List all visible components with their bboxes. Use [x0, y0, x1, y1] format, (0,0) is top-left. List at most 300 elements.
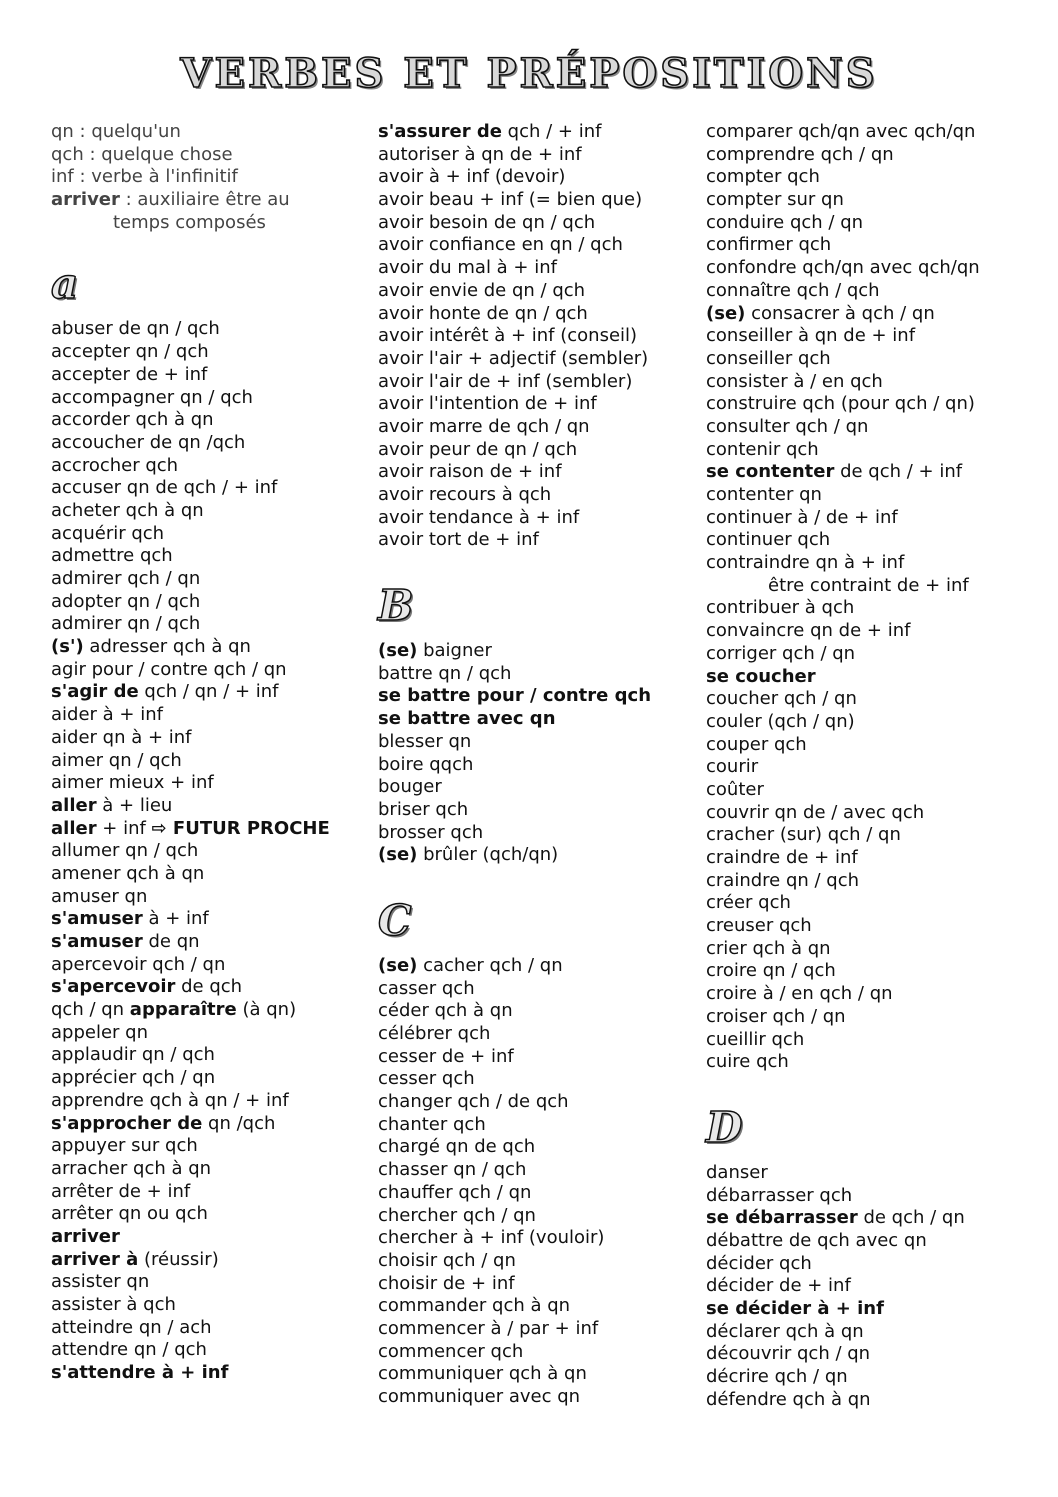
verb-entry: [51, 636, 351, 659]
entry-text-part: contenter qn: [706, 484, 822, 505]
verb-entry: [378, 484, 688, 507]
entry-bold-part: se battre pour / contre qch: [378, 685, 652, 707]
entry-bold-part: arriver: [51, 189, 120, 211]
verb-entry: [378, 708, 688, 731]
entry-text-part: de qn: [142, 931, 200, 952]
entry-text-part: arrêter de + inf: [51, 1180, 191, 1202]
entry-text-part: continuer à / de + inf: [706, 506, 898, 528]
verb-entry: [706, 507, 1036, 530]
verb-entry: [378, 1205, 688, 1228]
entry-text-part: commander qch à qn: [378, 1295, 571, 1317]
entry-text-part: continuer qch: [706, 529, 831, 551]
entry-text-part: avoir honte de qn / qch: [378, 302, 588, 324]
page-title: VERBES ET PRÉPOSITIONS: [180, 50, 878, 97]
entry-text-part: craindre de + inf: [706, 847, 858, 868]
verb-entry: [706, 189, 1036, 212]
verb-entry: [706, 1029, 1036, 1052]
entry-text-part: appeler qn: [51, 1021, 148, 1043]
entry-text-part: appuyer sur qch: [51, 1135, 198, 1157]
section-letter-a: a: [51, 259, 79, 309]
verb-entry: [706, 257, 1036, 280]
verb-entry: [706, 802, 1036, 825]
entry-text-part: débattre de qch avec qn: [706, 1229, 927, 1251]
legend-line: [51, 189, 351, 212]
verb-entry: [378, 393, 688, 416]
entry-text-part: de qch / qn: [857, 1207, 965, 1229]
verb-entry: [706, 1253, 1036, 1276]
entry-text-part: confirmer qch: [706, 234, 832, 256]
entry-text-part: accoucher de qn /qch: [51, 431, 246, 453]
column-1: [51, 121, 351, 1385]
entry-bold-part: se coucher: [706, 665, 816, 687]
entry-text-part: consulter qch / qn: [706, 415, 869, 437]
entry-text-part: blesser qn: [378, 730, 472, 752]
entry-bold-part: (s'): [51, 636, 84, 658]
verb-entry: [706, 847, 1036, 870]
verb-entry: [706, 303, 1036, 326]
entry-bold-part: (se): [706, 302, 746, 324]
entry-text-part: céder qch à qn: [378, 1000, 513, 1022]
verb-entry: [51, 1203, 351, 1226]
verb-entry: [51, 477, 351, 500]
entry-text-part: atteindre qn / ach: [51, 1316, 212, 1338]
verb-entry: [706, 1230, 1036, 1253]
verb-entry: [378, 1159, 688, 1182]
entry-text-part: déclarer qch à qn: [706, 1320, 864, 1342]
entry-text-part: accrocher qch: [51, 454, 179, 476]
entry-bold-part: aller: [51, 817, 97, 839]
verb-entry: [706, 1321, 1036, 1344]
verb-entry: [51, 818, 351, 841]
entry-bold-part: s'apercevoir: [51, 976, 176, 998]
verb-entry: [706, 439, 1036, 462]
legend-line: [51, 144, 351, 167]
entry-text-part: avoir à + inf (devoir): [378, 166, 566, 188]
verb-entry: [51, 931, 351, 954]
verb-entry: [51, 1135, 351, 1158]
verb-entry: [378, 1182, 688, 1205]
entry-text-part: qch : quelque chose: [51, 143, 233, 165]
entry-text-part: accorder qch à qn: [51, 409, 214, 431]
verb-entry: [51, 1317, 351, 1340]
entry-text-part: couvrir qn de / avec qch: [706, 801, 925, 823]
verb-entry: [706, 575, 1036, 598]
entry-text-part: boire qqch: [378, 753, 474, 775]
verb-entry: [378, 1114, 688, 1137]
verb-entry: [51, 727, 351, 750]
verb-entry: [378, 303, 688, 326]
entry-bold-part: s'amuser: [51, 931, 143, 952]
entry-text-part: avoir tendance à + inf: [378, 506, 580, 528]
verb-entry: [378, 731, 688, 754]
entry-text-part: apercevoir qch / qn: [51, 953, 226, 975]
entry-text-part: avoir raison de + inf: [378, 461, 562, 483]
entry-text-part: cueillir qch: [706, 1028, 805, 1050]
verb-entry: [378, 257, 688, 280]
entry-text-part: + inf: [96, 817, 152, 839]
verb-entry: [51, 1113, 351, 1136]
entry-text-part: à + lieu: [96, 794, 173, 816]
verb-entry: [378, 348, 688, 371]
verb-entry: [378, 234, 688, 257]
entry-text-part: cracher (sur) qch / qn: [706, 824, 901, 846]
entry-text-part: chargé qn de qch: [378, 1136, 536, 1158]
verb-entry: [51, 387, 351, 410]
entry-text-part: contribuer à qch: [706, 597, 855, 619]
verb-entry: [706, 529, 1036, 552]
entry-text-part: avoir l'air + adjectif (sembler): [378, 347, 649, 369]
verb-entry: [378, 1318, 688, 1341]
entry-text-part: comprendre qch / qn: [706, 143, 894, 165]
verb-entry: [51, 1226, 351, 1249]
entry-text-part: commencer qch: [378, 1340, 524, 1362]
section-gap: [51, 234, 351, 250]
entry-text-part: conseiller à qn de + inf: [706, 325, 916, 347]
entry-bold-part: aller: [51, 794, 97, 816]
verb-entry: [706, 234, 1036, 257]
entry-text-part: accepter qn / qch: [51, 341, 209, 363]
verb-entry: [706, 824, 1036, 847]
verb-entry: [706, 1343, 1036, 1366]
entry-text-part: aimer qn / qch: [51, 749, 182, 771]
verb-entry: [378, 955, 688, 978]
verb-entry: [378, 1000, 688, 1023]
verb-entry: [51, 318, 351, 341]
verb-entry: [706, 1162, 1036, 1185]
verb-entry: [51, 1271, 351, 1294]
entry-text-part: avoir envie de qn / qch: [378, 279, 586, 301]
entry-text-part: cuire qch: [706, 1051, 789, 1073]
entry-text-part: applaudir qn / qch: [51, 1044, 215, 1066]
verb-entry: [51, 500, 351, 523]
entry-bold-part: se débarrasser: [706, 1207, 858, 1229]
verb-entry: [51, 409, 351, 432]
entry-text-part: avoir du mal à + inf: [378, 257, 557, 279]
entry-text-part: conduire qch / qn: [706, 211, 864, 233]
column-2: [378, 121, 688, 1409]
verb-entry: [51, 863, 351, 886]
entry-bold-part: s'agir de: [51, 681, 139, 703]
entry-text-part: danser: [706, 1161, 768, 1183]
entry-text-part: assister qn: [51, 1271, 150, 1293]
legend-line: [51, 212, 351, 235]
entry-text-part: temps composés: [113, 211, 266, 233]
verb-entry: [51, 432, 351, 455]
entry-text-part: : auxiliaire être au: [119, 189, 290, 211]
verb-entry: [51, 1362, 351, 1385]
verb-entry: [706, 1185, 1036, 1208]
verb-entry: [378, 121, 688, 144]
entry-text-part: connaître qch / qch: [706, 279, 880, 301]
entry-text-part: coucher qch / qn: [706, 688, 857, 710]
entry-text-part: battre qn / qch: [378, 662, 512, 684]
legend-line: [51, 166, 351, 189]
entry-text-part: arrêter qn ou qch: [51, 1203, 208, 1225]
entry-text-part: qn : quelqu'un: [51, 121, 181, 142]
entry-text-part: allumer qn / qch: [51, 840, 199, 862]
verb-entry: [378, 1068, 688, 1091]
verb-entry: [706, 348, 1036, 371]
verb-entry: [378, 280, 688, 303]
verb-entry: [706, 597, 1036, 620]
verb-entry: [706, 416, 1036, 439]
verb-entry: [51, 341, 351, 364]
verb-entry: [706, 960, 1036, 983]
verb-entry: [378, 529, 688, 552]
entry-text-part: aider à + inf: [51, 704, 163, 726]
verb-entry: [706, 1207, 1036, 1230]
entry-text-part: courir: [706, 756, 759, 778]
entry-text-part: crier qch à qn: [706, 937, 831, 959]
verb-entry: [51, 999, 351, 1022]
entry-text-part: attendre qn / qch: [51, 1339, 207, 1361]
entry-text-part: aider qn à + inf: [51, 726, 192, 748]
verb-entry: [706, 711, 1036, 734]
entry-text-part: chanter qch: [378, 1113, 486, 1135]
verb-entry: [378, 1227, 688, 1250]
verb-entry: [378, 1386, 688, 1409]
verb-entry: [706, 688, 1036, 711]
entry-text-part: (réussir): [138, 1248, 219, 1270]
entry-text-part: admirer qch / qn: [51, 568, 201, 589]
entry-text-part: compter sur qn: [706, 189, 844, 211]
entry-text-part: craindre qn / qch: [706, 869, 860, 891]
verb-entry: [378, 189, 688, 212]
verb-entry: [378, 978, 688, 1001]
verb-entry: [378, 439, 688, 462]
verb-entry: [706, 1051, 1036, 1074]
entry-text-part: coûter: [706, 778, 764, 800]
section-gap: [378, 867, 688, 887]
verb-entry: [51, 455, 351, 478]
entry-text-part: avoir l'intention de + inf: [378, 393, 597, 415]
entry-text-part: casser qch: [378, 977, 475, 999]
entry-text-part: creuser qch: [706, 915, 812, 937]
verb-entry: [51, 1249, 351, 1272]
entry-text-part: décider qch: [706, 1252, 812, 1274]
entry-text-part: avoir marre de qch / qn: [378, 415, 590, 437]
entry-text-part: découvrir qch / qn: [706, 1343, 871, 1365]
entry-bold-part: se battre avec qn: [378, 708, 556, 730]
verb-entry: [706, 1275, 1036, 1298]
section-letter-d: D: [706, 1102, 743, 1152]
verb-entry: [706, 280, 1036, 303]
verb-entry: [706, 620, 1036, 643]
section-gap: [378, 552, 688, 572]
verb-entry: [51, 1022, 351, 1045]
verb-entry: [51, 1158, 351, 1181]
entry-bold-part: s'attendre à + inf: [51, 1362, 229, 1384]
entry-text-part: brûler (qch/qn): [417, 844, 559, 866]
entry-text-part: amuser qn: [51, 885, 148, 907]
entry-text-part: couper qch: [706, 733, 807, 755]
verb-entry: [706, 484, 1036, 507]
verb-entry: [51, 908, 351, 931]
entry-text-part: croire à / en qch / qn: [706, 983, 893, 1005]
verb-entry: [51, 591, 351, 614]
verb-entry: [51, 1339, 351, 1362]
entry-text-part: célébrer qch: [378, 1023, 491, 1044]
verb-entry: [51, 840, 351, 863]
entry-text-part: autoriser à qn de + inf: [378, 143, 582, 165]
verb-entry: [51, 976, 351, 999]
verb-entry: [51, 364, 351, 387]
entry-text-part: corriger qch / qn: [706, 642, 856, 664]
entry-text-part: avoir peur de qn / qch: [378, 438, 578, 460]
verb-entry: [51, 704, 351, 727]
entry-text-part: choisir qch / qn: [378, 1249, 516, 1271]
verb-entry: [378, 776, 688, 799]
entry-text-part: construire qch (pour qch / qn): [706, 393, 975, 415]
entry-text-part: chauffer qch / qn: [378, 1181, 532, 1203]
verb-entry: [706, 779, 1036, 802]
verb-entry: [51, 523, 351, 546]
verb-entry: [706, 121, 1036, 144]
verb-entry: [706, 734, 1036, 757]
entry-text-part: commencer à / par + inf: [378, 1317, 599, 1339]
verb-entry: [51, 1294, 351, 1317]
verb-entry: [51, 613, 351, 636]
verb-entry: [706, 393, 1036, 416]
verb-entry: [378, 822, 688, 845]
verb-entry: [51, 954, 351, 977]
verb-entry: [378, 507, 688, 530]
entry-text-part: cesser qch: [378, 1068, 475, 1090]
verb-entry: [51, 659, 351, 682]
entry-text-part: accepter de + inf: [51, 363, 208, 385]
entry-text-part: agir pour / contre qch / qn: [51, 658, 287, 680]
verb-entry: [378, 1023, 688, 1046]
entry-text-part: contenir qch: [706, 438, 819, 460]
entry-text-part: admettre qch: [51, 545, 173, 567]
entry-text-part: briser qch: [378, 798, 469, 820]
verb-entry: [706, 756, 1036, 779]
section-gap: [706, 1074, 1036, 1094]
entry-text-part: cesser de + inf: [378, 1045, 514, 1067]
entry-text-part: acheter qch à qn: [51, 499, 204, 521]
entry-text-part: admirer qn / qch: [51, 613, 201, 635]
verb-entry: [706, 1298, 1036, 1321]
entry-bold-part: (se): [378, 844, 418, 866]
entry-text-part: défendre qch à qn: [706, 1388, 871, 1410]
entry-text-part: acquérir qch: [51, 522, 165, 544]
entry-text-part: baigner: [417, 640, 492, 662]
verb-entry: [51, 886, 351, 909]
entry-text-part: à + inf: [142, 908, 209, 930]
entry-text-part: décrire qch / qn: [706, 1366, 848, 1388]
entry-text-part: conseiller qch: [706, 347, 831, 369]
entry-bold-part: arriver à: [51, 1248, 139, 1270]
section-letter-c: C: [378, 895, 412, 945]
entry-text-part: de qch: [175, 976, 243, 998]
entry-text-part: choisir de + inf: [378, 1272, 515, 1294]
verb-entry: [378, 166, 688, 189]
entry-text-part: inf : verbe à l'infinitif: [51, 166, 238, 188]
entry-text-part: accompagner qn / qch: [51, 386, 253, 408]
entry-text-part: avoir recours à qch: [378, 484, 552, 505]
entry-text-part: communiquer avec qn: [378, 1386, 581, 1407]
entry-text-part: apprendre qch à qn / + inf: [51, 1089, 289, 1111]
entry-text-part: (à qn): [236, 999, 297, 1021]
entry-bold-part: ⇨ FUTUR PROCHE: [151, 817, 330, 839]
section-letter-b: B: [378, 581, 414, 631]
verb-entry: [378, 640, 688, 663]
entry-text-part: amener qch à qn: [51, 862, 205, 884]
verb-entry: [51, 1067, 351, 1090]
entry-text-part: créer qch: [706, 892, 791, 914]
entry-text-part: consacrer à qch / qn: [745, 302, 935, 324]
verb-entry: [706, 325, 1036, 348]
entry-text-part: compter qch: [706, 166, 820, 188]
entry-text-part: de qch / + inf: [834, 461, 963, 483]
verb-entry: [378, 1091, 688, 1114]
verb-entry: [706, 144, 1036, 167]
verb-entry: [51, 568, 351, 591]
entry-text-part: croire qn / qch: [706, 960, 836, 982]
verb-entry: [706, 166, 1036, 189]
verb-entry: [378, 685, 688, 708]
entry-text-part: aimer mieux + inf: [51, 772, 214, 794]
verb-entry: [378, 1295, 688, 1318]
entry-text-part: accuser qn de qch / + inf: [51, 477, 278, 499]
entry-bold-part: s'amuser: [51, 908, 143, 930]
entry-text-part: avoir beau + inf (= bien que): [378, 189, 643, 211]
verb-entry: [378, 1273, 688, 1296]
entry-text-part: apprécier qch / qn: [51, 1067, 216, 1089]
verb-entry: [378, 1250, 688, 1273]
verb-entry: [706, 1389, 1036, 1412]
verb-entry: [378, 461, 688, 484]
entry-text-part: adopter qn / qch: [51, 590, 201, 612]
verb-entry: [706, 643, 1036, 666]
verb-entry: [51, 1090, 351, 1113]
verb-entry: [378, 416, 688, 439]
entry-text-part: comparer qch/qn avec qch/qn: [706, 121, 976, 142]
entry-bold-part: s'assurer de: [378, 121, 502, 142]
entry-text-part: arracher qch à qn: [51, 1157, 212, 1179]
verb-entry: [378, 1341, 688, 1364]
entry-text-part: chercher à + inf (vouloir): [378, 1227, 605, 1249]
entry-bold-part: (se): [378, 640, 418, 662]
verb-entry: [51, 545, 351, 568]
verb-entry: [378, 799, 688, 822]
entry-text-part: avoir intérêt à + inf (conseil): [378, 325, 638, 347]
entry-bold-part: (se): [378, 954, 418, 976]
entry-text-part: convaincre qn de + inf: [706, 620, 911, 642]
verb-entry: [706, 915, 1036, 938]
entry-bold-part: s'approcher de: [51, 1112, 203, 1134]
entry-text-part: consister à / en qch: [706, 370, 883, 392]
verb-entry: [378, 371, 688, 394]
entry-text-part: bouger: [378, 776, 442, 798]
verb-entry: [51, 750, 351, 773]
entry-text-part: qch / + inf: [501, 121, 602, 142]
verb-entry: [706, 870, 1036, 893]
entry-text-part: croiser qch / qn: [706, 1005, 846, 1027]
entry-text-part: couler (qch / qn): [706, 710, 855, 732]
verb-entry: [378, 663, 688, 686]
verb-entry: [51, 681, 351, 704]
entry-text-part: qn /qch: [202, 1112, 276, 1134]
verb-entry: [706, 371, 1036, 394]
verb-entry: [51, 1181, 351, 1204]
entry-bold-part: apparaître: [129, 999, 237, 1021]
verb-entry: [51, 772, 351, 795]
entry-text-part: chercher qch / qn: [378, 1204, 536, 1226]
entry-text-part: être contraint de + inf: [768, 574, 969, 596]
entry-text-part: contraindre qn à + inf: [706, 552, 905, 574]
entry-text-part: qch / qn / + inf: [138, 681, 279, 703]
